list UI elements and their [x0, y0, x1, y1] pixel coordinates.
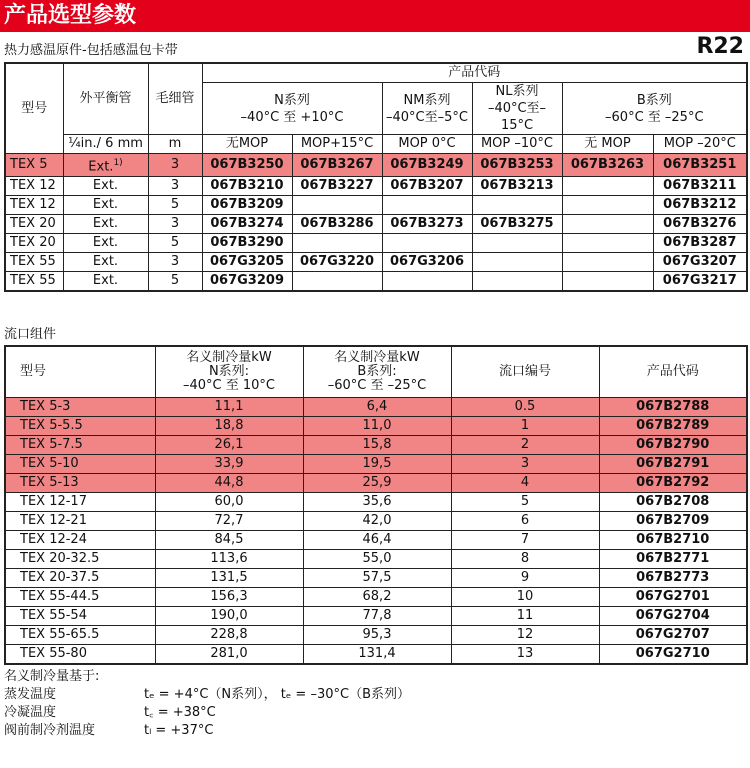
cell-orifice-no: 1: [451, 417, 599, 436]
cell-equalizer: Ext.$^{1)}$: [63, 154, 148, 177]
cell-product-code: 067B3267: [292, 154, 382, 177]
cell-product-code: 067G3220: [292, 253, 382, 272]
header-n-series: N系列 –40°C 至 +10°C: [202, 83, 382, 135]
cell-orifice-no: 12: [451, 626, 599, 645]
header-nl-mop: MOP –10°C: [472, 135, 562, 154]
evap-label: 蒸发温度: [4, 687, 57, 702]
cell-orifice-no: 13: [451, 645, 599, 665]
table-row: [5, 272, 747, 292]
table-header-row: [5, 63, 747, 83]
liquid-value: tₗ = +37°C: [144, 723, 214, 738]
cell-capacity-b: 15,8: [303, 436, 451, 455]
cell-capacity-b: 19,5: [303, 455, 451, 474]
cell-product-code: [472, 234, 562, 253]
cell-type: TEX 55-80: [5, 645, 155, 665]
cell-equalizer: Ext.: [63, 272, 148, 292]
cell-type: TEX 20-32.5: [5, 550, 155, 569]
table-row: [5, 436, 747, 455]
header-nm-series: NM系列 –40°C至–5°C: [382, 83, 472, 135]
cell-type: TEX 55: [5, 253, 63, 272]
cell-type: TEX 12-17: [5, 493, 155, 512]
header-n-mop: MOP+15°C: [292, 135, 382, 154]
cell-capillary: 3: [148, 177, 202, 196]
cell-capacity-n: 72,7: [155, 512, 303, 531]
cell-orifice-no: 7: [451, 531, 599, 550]
header-b-series: B系列 –60°C 至 –25°C: [562, 83, 747, 135]
cell-capillary: 5: [148, 196, 202, 215]
header-n-nomop: 无MOP: [202, 135, 292, 154]
notes-heading: 名义制冷量基于:: [4, 669, 100, 684]
cell-capacity-b: 11,0: [303, 417, 451, 436]
orifice-table: [4, 345, 748, 665]
cell-capacity-n: 26,1: [155, 436, 303, 455]
cell-type: TEX 12: [5, 177, 63, 196]
cell-product-code: [292, 272, 382, 292]
header-type: 型号: [5, 63, 63, 154]
cell-product-code: 067B3251: [653, 154, 747, 177]
cell-type: TEX 20-37.5: [5, 569, 155, 588]
cell-capacity-b: 46,4: [303, 531, 451, 550]
cell-product-code: 067B3263: [562, 154, 653, 177]
cell-product-code: 067B3210: [202, 177, 292, 196]
cell-capacity-n: 33,9: [155, 455, 303, 474]
cell-product-code: 067B3276: [653, 215, 747, 234]
cell-product-code: [382, 196, 472, 215]
footnote-mark: 1): [113, 158, 123, 168]
header-capillary: 毛细管: [148, 63, 202, 135]
table-row: [5, 417, 747, 436]
header-capacity-n: 名义制冷量kW N系列: –40°C 至 10°C: [155, 346, 303, 398]
cell-product-code: [562, 272, 653, 292]
cell-capillary: 5: [148, 234, 202, 253]
cell-capacity-b: 25,9: [303, 474, 451, 493]
table-row: [5, 398, 747, 417]
page-title: 产品选型参数: [4, 3, 137, 28]
header-nm-mop: MOP 0°C: [382, 135, 472, 154]
cell-product-code: 067B3273: [382, 215, 472, 234]
cell-type: TEX 55: [5, 272, 63, 292]
cell-capacity-n: 84,5: [155, 531, 303, 550]
evap-value: tₑ = +4°C（N系列）， tₑ = –30°C（B系列）: [144, 687, 410, 702]
cell-product-code: 067B2709: [599, 512, 747, 531]
table-row: [5, 177, 747, 196]
cell-type: TEX 5-10: [5, 455, 155, 474]
section2-title: 流口组件: [4, 327, 57, 342]
cell-type: TEX 20: [5, 234, 63, 253]
cell-capacity-n: 228,8: [155, 626, 303, 645]
table-header-row: [5, 346, 747, 398]
cell-product-code: 067G2710: [599, 645, 747, 665]
cell-equalizer: Ext.: [63, 196, 148, 215]
table-row: [5, 512, 747, 531]
cell-product-code: 067B2792: [599, 474, 747, 493]
cell-capacity-n: 190,0: [155, 607, 303, 626]
cell-orifice-no: 10: [451, 588, 599, 607]
cell-product-code: [292, 234, 382, 253]
header-equalizer: 外平衡管: [63, 63, 148, 135]
cell-product-code: 067B2791: [599, 455, 747, 474]
cell-type: TEX 12-24: [5, 531, 155, 550]
header-product-code: 产品代码: [202, 63, 747, 83]
cell-orifice-no: 9: [451, 569, 599, 588]
cell-product-code: 067B2773: [599, 569, 747, 588]
cell-capacity-b: 57,5: [303, 569, 451, 588]
cell-type: TEX 55-44.5: [5, 588, 155, 607]
cell-product-code: 067B3287: [653, 234, 747, 253]
cell-type: TEX 12: [5, 196, 63, 215]
cell-capacity-b: 77,8: [303, 607, 451, 626]
cell-product-code: [562, 253, 653, 272]
cell-product-code: [562, 177, 653, 196]
cell-capacity-b: 6,4: [303, 398, 451, 417]
cell-product-code: [562, 234, 653, 253]
cell-type: TEX 5: [5, 154, 63, 177]
cell-product-code: 067G3205: [202, 253, 292, 272]
cell-product-code: [382, 234, 472, 253]
cell-product-code: 067G3217: [653, 272, 747, 292]
cell-product-code: 067B3211: [653, 177, 747, 196]
table-row: [5, 474, 747, 493]
cell-equalizer: Ext.: [63, 215, 148, 234]
cell-product-code: [382, 272, 472, 292]
cell-capacity-n: 60,0: [155, 493, 303, 512]
liquid-label: 阀前制冷剂温度: [4, 723, 96, 738]
cell-orifice-no: 0.5: [451, 398, 599, 417]
cell-product-code: 067B2790: [599, 436, 747, 455]
cell-product-code: [292, 196, 382, 215]
cell-orifice-no: 2: [451, 436, 599, 455]
table-row: [5, 626, 747, 645]
cell-product-code: 067G2707: [599, 626, 747, 645]
cell-equalizer: Ext.: [63, 177, 148, 196]
header-type: 型号: [5, 346, 155, 398]
cond-value: t꜀ = +38°C: [144, 705, 216, 720]
table-row: [5, 215, 747, 234]
cell-product-code: [472, 272, 562, 292]
cell-orifice-no: 8: [451, 550, 599, 569]
table-row: [5, 493, 747, 512]
cell-capacity-n: 281,0: [155, 645, 303, 665]
cell-capacity-b: 68,2: [303, 588, 451, 607]
cell-type: TEX 5-13: [5, 474, 155, 493]
header-orifice-no: 流口编号: [451, 346, 599, 398]
cell-capillary: 3: [148, 253, 202, 272]
unit-equalizer: ¼in./ 6 mm: [63, 135, 148, 154]
header-b-mop: MOP –20°C: [653, 135, 747, 154]
cell-product-code: 067G3209: [202, 272, 292, 292]
cell-product-code: 067B3227: [292, 177, 382, 196]
cell-orifice-no: 11: [451, 607, 599, 626]
header-b-nomop: 无 MOP: [562, 135, 653, 154]
table-row: [5, 550, 747, 569]
table-row: [5, 607, 747, 626]
table-row: [5, 253, 747, 272]
cell-capacity-b: 55,0: [303, 550, 451, 569]
cell-product-code: 067B3249: [382, 154, 472, 177]
cell-product-code: [472, 253, 562, 272]
cell-product-code: [472, 196, 562, 215]
notes: [4, 668, 410, 740]
cell-capacity-n: 156,3: [155, 588, 303, 607]
cell-product-code: [562, 215, 653, 234]
cell-type: TEX 20: [5, 215, 63, 234]
table-header-row: [5, 135, 747, 154]
cell-product-code: 067B3213: [472, 177, 562, 196]
cell-capacity-b: 42,0: [303, 512, 451, 531]
cell-product-code: 067B3253: [472, 154, 562, 177]
table-row: [5, 154, 747, 177]
selection-table: [4, 62, 748, 292]
cell-product-code: 067B3209: [202, 196, 292, 215]
cell-type: TEX 55-65.5: [5, 626, 155, 645]
cell-product-code: 067B3250: [202, 154, 292, 177]
cell-product-code: 067G3207: [653, 253, 747, 272]
cell-type: TEX 55-54: [5, 607, 155, 626]
cell-capacity-b: 131,4: [303, 645, 451, 665]
cell-type: TEX 5-5.5: [5, 417, 155, 436]
cell-orifice-no: 3: [451, 455, 599, 474]
refrigerant-label: R22: [696, 34, 744, 59]
table-row: [5, 645, 747, 665]
cell-capacity-b: 35,6: [303, 493, 451, 512]
cell-product-code: 067B3207: [382, 177, 472, 196]
cell-product-code: 067B2710: [599, 531, 747, 550]
header-nl-series: NL系列 –40°C至–15°C: [472, 83, 562, 135]
cell-capacity-n: 113,6: [155, 550, 303, 569]
cell-type: TEX 12-21: [5, 512, 155, 531]
cell-orifice-no: 4: [451, 474, 599, 493]
cell-product-code: 067G3206: [382, 253, 472, 272]
cell-capillary: 3: [148, 215, 202, 234]
table-row: [5, 455, 747, 474]
cell-product-code: [562, 196, 653, 215]
cell-orifice-no: 6: [451, 512, 599, 531]
cell-product-code: 067B3286: [292, 215, 382, 234]
cell-type: TEX 5-7.5: [5, 436, 155, 455]
table-row: [5, 531, 747, 550]
cell-product-code: 067G2701: [599, 588, 747, 607]
cell-capacity-n: 18,8: [155, 417, 303, 436]
cell-product-code: 067B2788: [599, 398, 747, 417]
table-row: [5, 588, 747, 607]
cell-capacity-n: 44,8: [155, 474, 303, 493]
cell-capacity-n: 131,5: [155, 569, 303, 588]
cell-equalizer: Ext.: [63, 234, 148, 253]
cell-capacity-n: 11,1: [155, 398, 303, 417]
table-row: [5, 569, 747, 588]
cell-type: TEX 5-3: [5, 398, 155, 417]
table-row: [5, 234, 747, 253]
cell-capillary: 3: [148, 154, 202, 177]
cell-capacity-b: 95,3: [303, 626, 451, 645]
cell-product-code: 067B2771: [599, 550, 747, 569]
table-row: [5, 196, 747, 215]
unit-capillary: m: [148, 135, 202, 154]
header-product-code: 产品代码: [599, 346, 747, 398]
cell-equalizer: Ext.: [63, 253, 148, 272]
cell-product-code: 067B3274: [202, 215, 292, 234]
cell-product-code: 067B2789: [599, 417, 747, 436]
cell-capillary: 5: [148, 272, 202, 292]
section-subtitle: 热力感温原件-包括感温包卡带: [4, 43, 178, 58]
cond-label: 冷凝温度: [4, 705, 57, 720]
cell-product-code: 067B2708: [599, 493, 747, 512]
title-banner: [0, 0, 750, 32]
cell-product-code: 067B3275: [472, 215, 562, 234]
cell-product-code: 067G2704: [599, 607, 747, 626]
cell-orifice-no: 5: [451, 493, 599, 512]
cell-product-code: 067B3290: [202, 234, 292, 253]
header-capacity-b: 名义制冷量kW B系列: –60°C 至 –25°C: [303, 346, 451, 398]
cell-product-code: 067B3212: [653, 196, 747, 215]
